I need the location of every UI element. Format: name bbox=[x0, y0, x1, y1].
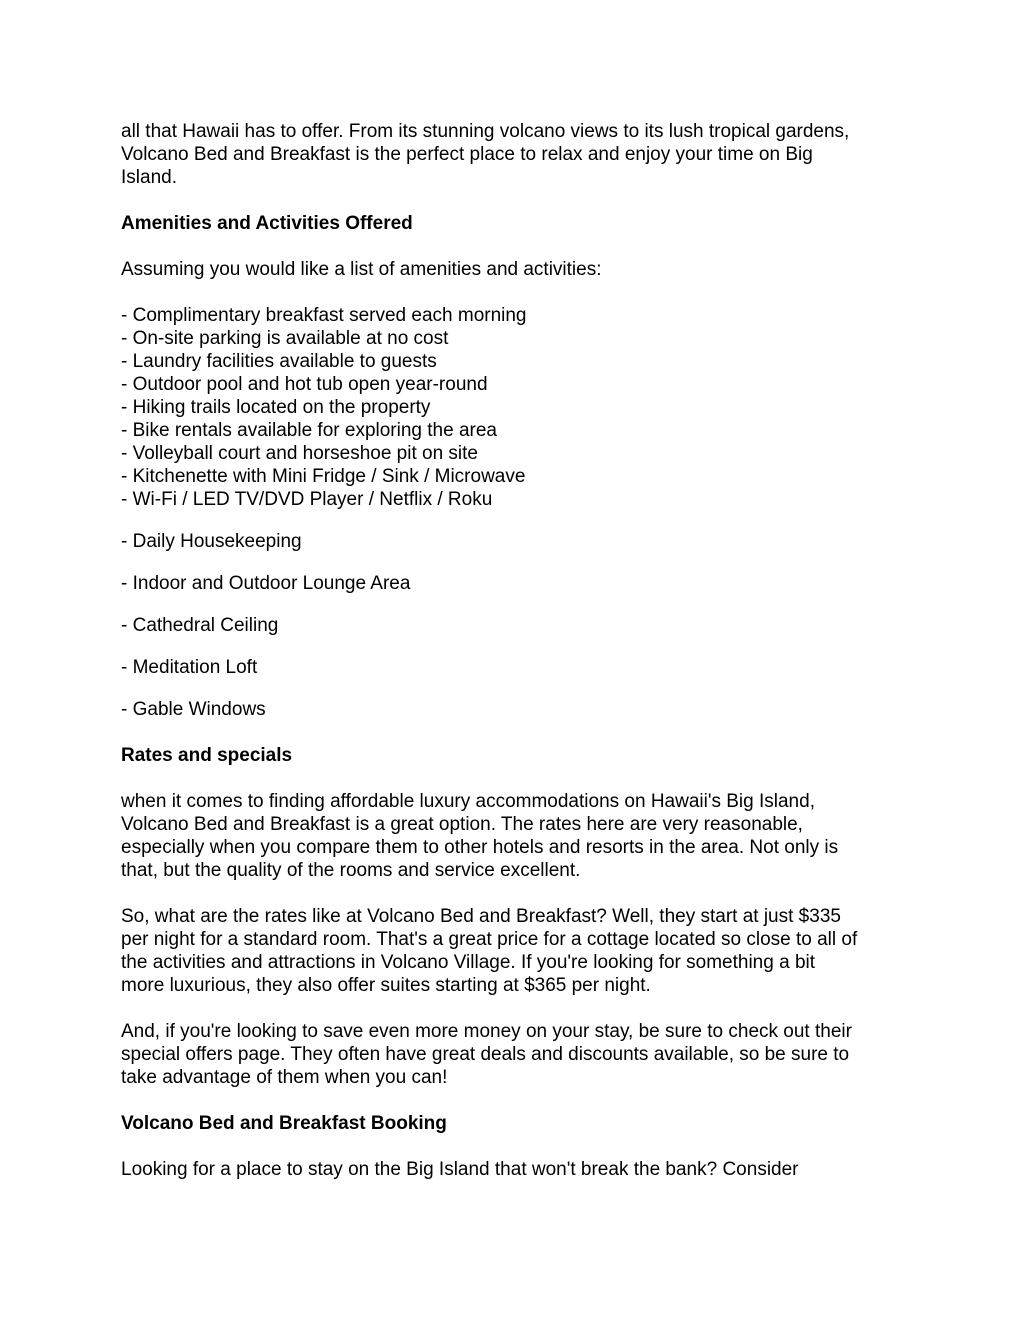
section-heading-booking: Volcano Bed and Breakfast Booking bbox=[121, 1113, 447, 1134]
text-line: especially when you compare them to other hotels and resorts in the area. Not only is bbox=[121, 837, 839, 858]
amenities-intro: Assuming you would like a list of amenities and activities: bbox=[121, 259, 602, 280]
text-line: more luxurious, they also offer suites starting at $365 per night. bbox=[121, 975, 651, 996]
list-item: - Gable Windows bbox=[121, 699, 266, 720]
document-page bbox=[121, 120, 911, 1181]
list-item: - Complimentary breakfast served each morning bbox=[121, 305, 527, 326]
text-line: that, but the quality of the rooms and service excellent. bbox=[121, 860, 581, 881]
text-line: Volcano Bed and Breakfast is the perfect place to relax and enjoy your time on Big bbox=[121, 144, 813, 165]
text-line: So, what are the rates like at Volcano Bed and Breakfast? Well, they start at just $335 bbox=[121, 906, 841, 927]
text-line: take advantage of them when you can! bbox=[121, 1067, 448, 1088]
intro-paragraph bbox=[121, 120, 911, 189]
rates-paragraph-2 bbox=[121, 905, 911, 997]
list-item: - Laundry facilities available to guests bbox=[121, 351, 437, 372]
text-line: when it comes to finding affordable luxury accommodations on Hawaii's Big Island, bbox=[121, 791, 815, 812]
text-line: Island. bbox=[121, 167, 177, 188]
list-item: - Wi-Fi / LED TV/DVD Player / Netflix / Roku bbox=[121, 489, 493, 510]
text-line: per night for a standard room. That's a great price for a cottage located so close to all of bbox=[121, 929, 858, 950]
section-heading-rates: Rates and specials bbox=[121, 745, 293, 766]
list-item: - On-site parking is available at no cost bbox=[121, 328, 449, 349]
text-line: the activities and attractions in Volcano Village. If you're looking for something a bit bbox=[121, 952, 816, 973]
rates-paragraph-1 bbox=[121, 790, 911, 882]
list-item: - Daily Housekeeping bbox=[121, 531, 302, 552]
amenities-list bbox=[121, 304, 911, 511]
text-line: all that Hawaii has to offer. From its stunning volcano views to its lush tropical gardens, bbox=[121, 121, 850, 142]
list-item: - Volleyball court and horseshoe pit on site bbox=[121, 443, 478, 464]
section-heading-amenities: Amenities and Activities Offered bbox=[121, 213, 413, 234]
list-item: - Indoor and Outdoor Lounge Area bbox=[121, 573, 411, 594]
rates-paragraph-3 bbox=[121, 1020, 911, 1089]
list-item: - Outdoor pool and hot tub open year-round bbox=[121, 374, 488, 395]
list-item: - Meditation Loft bbox=[121, 657, 258, 678]
text-line: Volcano Bed and Breakfast is a great option. The rates here are very reasonable, bbox=[121, 814, 803, 835]
list-item: - Kitchenette with Mini Fridge / Sink / Microwave bbox=[121, 466, 526, 487]
booking-paragraph: Looking for a place to stay on the Big Island that won't break the bank? Consider bbox=[121, 1159, 799, 1180]
list-item: - Hiking trails located on the property bbox=[121, 397, 431, 418]
list-item: - Bike rentals available for exploring the area bbox=[121, 420, 497, 441]
list-item: - Cathedral Ceiling bbox=[121, 615, 279, 636]
text-line: special offers page. They often have great deals and discounts available, so be sure to bbox=[121, 1044, 850, 1065]
text-line: And, if you're looking to save even more money on your stay, be sure to check out their bbox=[121, 1021, 852, 1042]
